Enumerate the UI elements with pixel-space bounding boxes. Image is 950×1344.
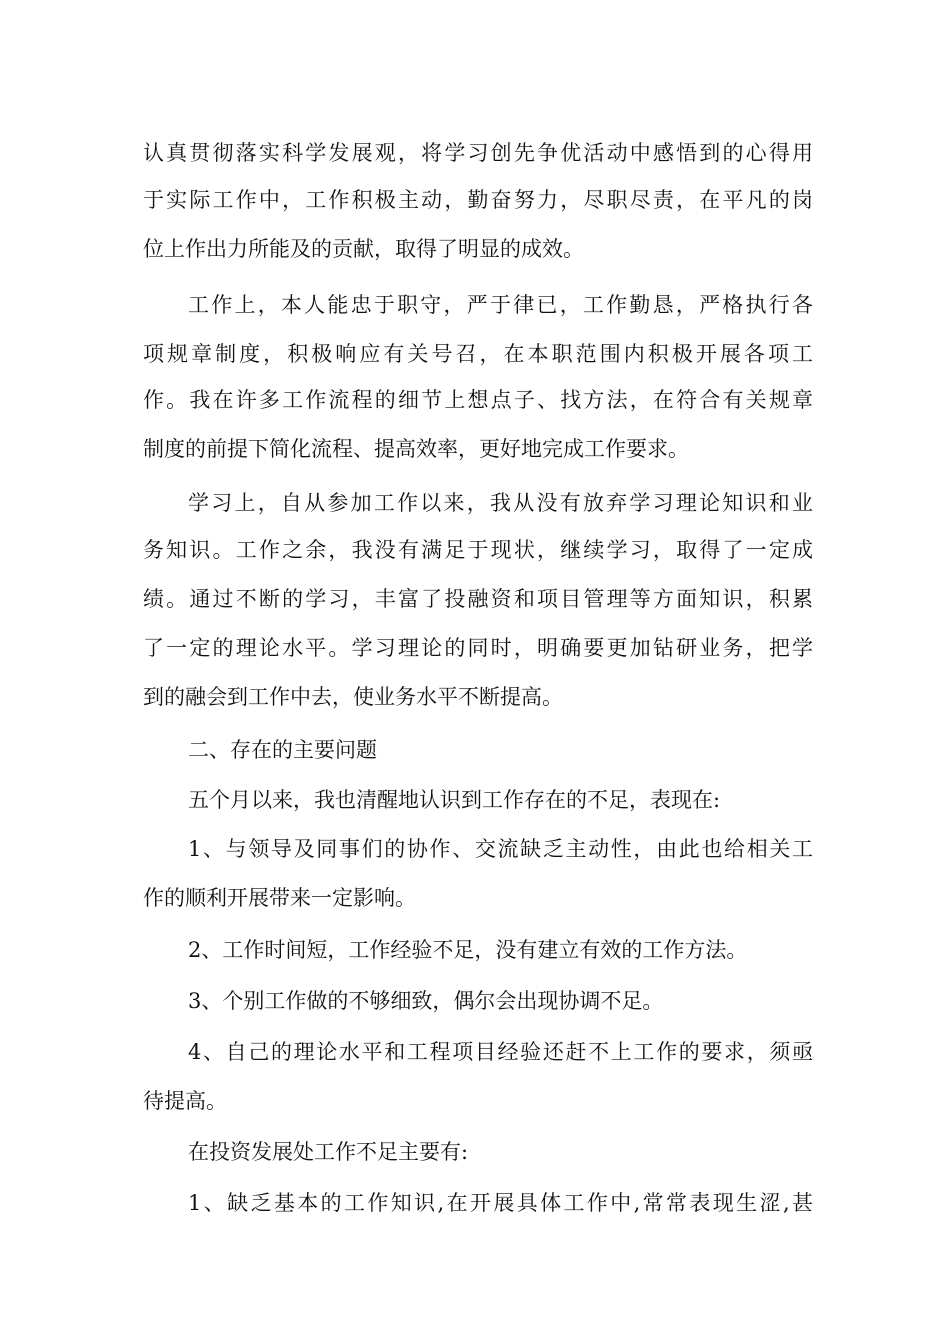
list-item: 3、个别工作做的不够细致，偶尔会出现协调不足。 [188, 989, 664, 1013]
list-item: 4、自己的理论水平和工程项目经验还赶不上工作的要求，须亟 [188, 1040, 813, 1064]
text-line: 认真贯彻落实科学发展观，将学习创先争优活动中感悟到的心得用 [143, 141, 813, 165]
text-line: 于实际工作中，工作积极主动，勤奋努力，尽职尽责，在平凡的岗 [143, 188, 813, 212]
text-line: 到的融会到工作中去，使业务水平不断提高。 [143, 685, 563, 709]
list-item: 2、工作时间短，工作经验不足，没有建立有效的工作方法。 [188, 938, 748, 962]
paragraph-first-line: 五个月以来，我也清醒地认识到工作存在的不足，表现在: [188, 788, 721, 812]
text-line: 制度的前提下简化流程、提高效率，更好地完成工作要求。 [143, 437, 689, 461]
paragraph-first-line: 工作上，本人能忠于职守，严于律已，工作勤恳，严格执行各 [188, 293, 813, 317]
list-item: 1、缺乏基本的工作知识,在开展具体工作中,常常表现生涩,甚 [188, 1191, 813, 1215]
text-line: 位上作出力所能及的贡献，取得了明显的成效。 [143, 237, 584, 261]
section-heading: 二、存在的主要问题 [188, 738, 377, 762]
paragraph-first-line: 学习上，自从参加工作以来，我从没有放弃学习理论知识和业 [188, 491, 813, 515]
text-line: 了一定的理论水平。学习理论的同时，明确要更加钻研业务，把学 [143, 636, 813, 660]
text-line: 项规章制度，积极响应有关号召，在本职范围内积极开展各项工 [143, 342, 813, 366]
text-line: 待提高。 [143, 1089, 227, 1113]
paragraph-first-line: 在投资发展处工作不足主要有: [188, 1140, 469, 1164]
text-line: 绩。通过不断的学习，丰富了投融资和项目管理等方面知识，积累 [143, 587, 813, 611]
text-line: 作的顺利开展带来一定影响。 [143, 886, 416, 910]
text-line: 务知识。工作之余，我没有满足于现状，继续学习，取得了一定成 [143, 538, 813, 562]
list-item: 1、与领导及同事们的协作、交流缺乏主动性，由此也给相关工 [188, 837, 813, 861]
text-line: 作。我在许多工作流程的细节上想点子、找方法，在符合有关规章 [143, 388, 813, 412]
